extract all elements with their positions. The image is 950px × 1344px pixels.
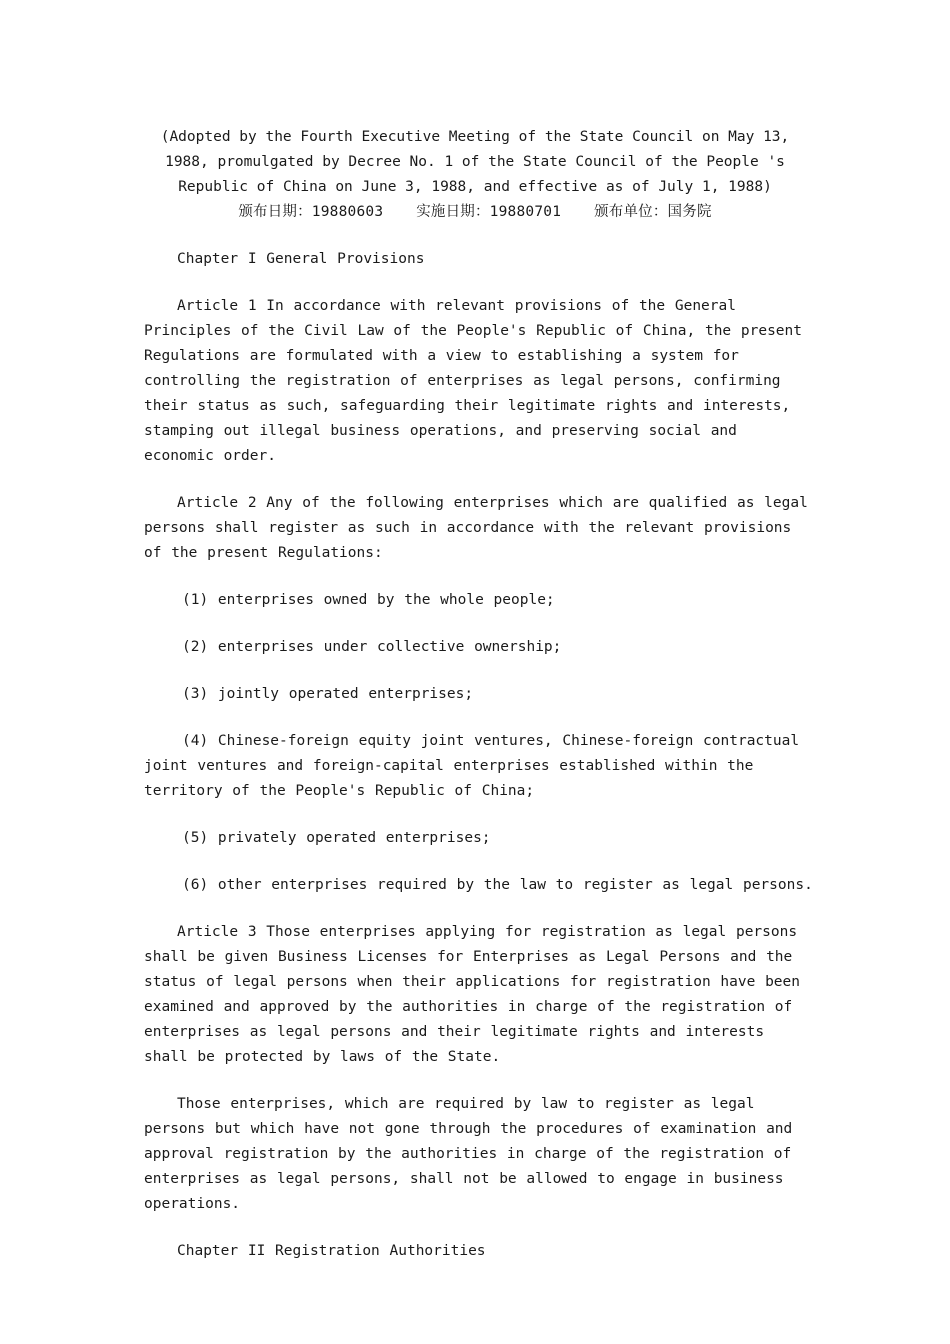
list-item: (6) other enterprises required by the law to register as legal persons. bbox=[182, 877, 813, 893]
list-item: (2) enterprises under collective ownership; bbox=[182, 639, 562, 655]
article-paragraph: Article 1 In accordance with relevant provisions of the General Principles of the Civil Law of the People's Republic of China, the present Regulations are formulated with a view to establishing a system for controlling the registration of enterprises as legal persons, confirming their status as such, safeguarding their legitimate rights and interests, stamping out illegal business operations, and preserving social and economic order. bbox=[144, 298, 803, 464]
adoption-note: (Adopted by the Fourth Executive Meeting of the State Council on May 13, 1988, promulgated by Decree No. 1 of the State Council of the People 's Republic of China on June 3, 1988, and effective as of July 1, 1988) bbox=[160, 129, 790, 195]
document-header bbox=[140, 125, 810, 225]
list-item: (3) jointly operated enterprises; bbox=[182, 686, 474, 702]
issuance-info bbox=[140, 200, 810, 225]
list-item: (4) Chinese-foreign equity joint ventures, Chinese-foreign contractual joint ventures and foreign-capital enterprises established within the territory of the People's Republic of China; bbox=[144, 733, 800, 799]
list-item: (5) privately operated enterprises; bbox=[182, 830, 491, 846]
list-item: (1) enterprises owned by the whole people; bbox=[182, 592, 555, 608]
document-body bbox=[144, 247, 814, 1286]
article-paragraph: Article 3 Those enterprises applying for registration as legal persons shall be given Business Licenses for Enterprises as Legal Persons and the status of legal persons when their applications for registration have been examined and approved by the authorities in charge of the registration of enterprises as legal persons and their legitimate rights and interests shall be protected by laws of the State. bbox=[144, 924, 801, 1065]
effective-date: 实施日期：19880701 bbox=[416, 204, 562, 220]
issuing-unit: 颁布单位：国务院 bbox=[594, 204, 712, 220]
chapter-title: Chapter II Registration Authorities bbox=[177, 1243, 486, 1259]
article-paragraph: Article 2 Any of the following enterprises which are qualified as legal persons shall register as such in accordance with the relevant provisions of the present Regulations: bbox=[144, 495, 808, 561]
chapter-title: Chapter I General Provisions bbox=[177, 251, 425, 267]
promulgation-date: 颁布日期：19880603 bbox=[238, 204, 384, 220]
article-paragraph: Those enterprises, which are required by law to register as legal persons but which have not gone through the procedures of examination and approval registration by the authorities in charge of the registration of enterprises as legal persons, shall not be allowed to engage in business operations. bbox=[144, 1096, 793, 1212]
